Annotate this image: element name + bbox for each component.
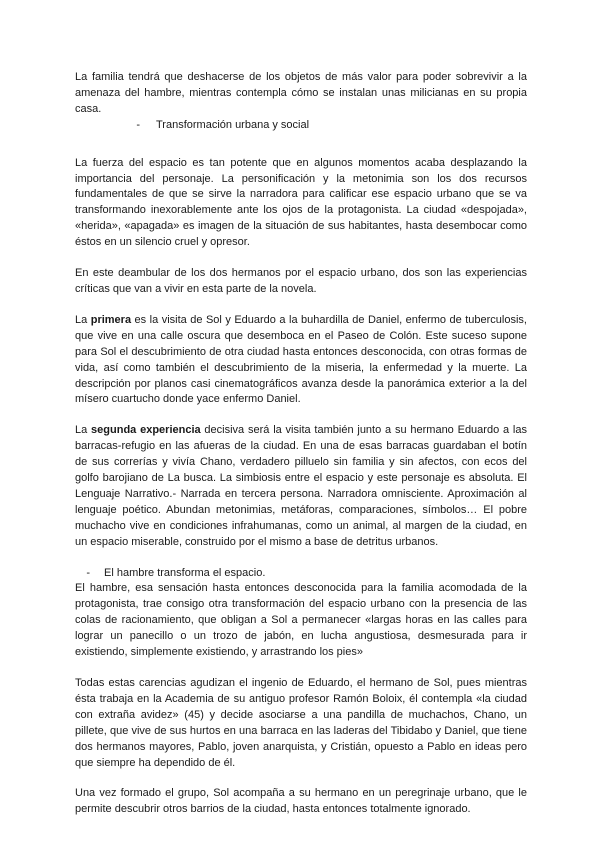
paragraph-5: [75, 423, 527, 550]
paragraph-4-lead: La: [75, 313, 91, 326]
paragraph-7: Todas estas carencias agudizan el ingenio de Eduardo, el hermano de Sol, pues mientras ésta trabaja en la Academia de su antiguo profesor Ramón Boloix, él contempla «la ciudad con extraña avidez» (45) y decide asociarse a una pandilla de muchachos, Chano, un pillete, que vive de sus hurtos en una barraca en las laderas del Tibidabo y Daniel, que tiene dos hermanos mayores, Pablo, joven anarquista, y Cristián, opuesto a Pablo en ideas pero que siempre ha dependido de él.: [75, 677, 527, 769]
bullet-heading-urban-transformation: [75, 118, 527, 134]
document-body: [75, 70, 527, 818]
bullet-text: El hambre transforma el espacio.: [104, 566, 266, 579]
bullet-dash: -: [136, 118, 140, 131]
paragraph-3: En este deambular de los dos hermanos por el espacio urbano, dos son las experiencias críticas que van a vivir en esta parte de la novela.: [75, 267, 527, 295]
paragraph-1: La familia tendrá que deshacerse de los objetos de más valor para poder sobrevivir a la amenaza del hambre, mientras contempla cómo se instalan unas milicianas en su propia casa.: [75, 71, 527, 115]
paragraph-4-text: es la visita de Sol y Eduardo a la buhardilla de Daniel, enfermo de tuberculosis, que vive en una calle oscura que desemboca en el Paseo de Colón. Este suceso supone para Sol el descubrimiento de otra ciudad hasta entonces desconocida, con otras formas de vida, así como también el descubrimiento de la miseria, la enfermedad y la muerte. La descripción por planos casi cinematográficos avanza desde la panorámica exterior a la del mísero cuartucho donde yace enfermo Daniel.: [75, 313, 527, 406]
paragraph-5-emphasis: segunda experiencia: [91, 424, 201, 437]
paragraph-4-emphasis: primera: [90, 313, 132, 326]
paragraph-6: El hambre, esa sensación hasta entonces desconocida para la familia acomodada de la protagonista, trae consigo otra transformación del espacio urbano con la presencia de las colas de racionamiento, que obligan a Sol a permanecer «largas horas en las calles para lograr un panecillo o un trozo de jabón, en lucha angustiosa, desmesurada para ir existiendo, simplemente existiendo, y arrastrando los pies»: [75, 582, 527, 659]
bullet-dash: -: [86, 566, 90, 579]
paragraph-2: La fuerza del espacio es tan potente que en algunos momentos acaba desplazando la importancia del personaje. La personificación y la metonimia son los dos recursos fundamentales de que se sirve la narradora para calificar ese espacio urbano que se va transformando inexorablemente ante los ojos de la protagonista. La ciudad «despojada», «herida», «apagada» es imagen de la situación de sus habitantes, hasta desembocar como éstos en un silencio cruel y opresor.: [75, 156, 527, 249]
paragraph-4: [75, 313, 527, 408]
paragraph-5-text: decisiva será la visita también junto a su hermano Eduardo a las barracas-refugio en las afueras de la ciudad. En una de esas barracas guardaban el botín de sus correrías y vivía Chano, verdadero pilluelo sin familia y sin afectos, con ecos del golfo barojiano de La busca. La simbiosis entre el espacio y este personaje es absoluta. El Lenguaje Narrativo.- Narrada en tercera persona. Narradora omnisciente. Aproximación al lenguaje poético. Abundan metonimias, metáforas, comparaciones, símbolos… El pobre muchacho vive en condiciones infrahumanas, como un animal, al margen de la ciudad, en un espacio miserable, construido por el mismo a base de detritus urbanos.: [75, 424, 527, 548]
paragraph-5-lead: La: [75, 424, 92, 437]
bullet-text: Transformación urbana y social: [156, 118, 310, 131]
paragraph-8: Una vez formado el grupo, Sol acompaña a su hermano en un peregrinaje urbano, que le permite descubrir otros barrios de la ciudad, hasta entonces totalmente ignorado.: [75, 787, 527, 816]
bullet-heading-hunger: [75, 566, 527, 582]
